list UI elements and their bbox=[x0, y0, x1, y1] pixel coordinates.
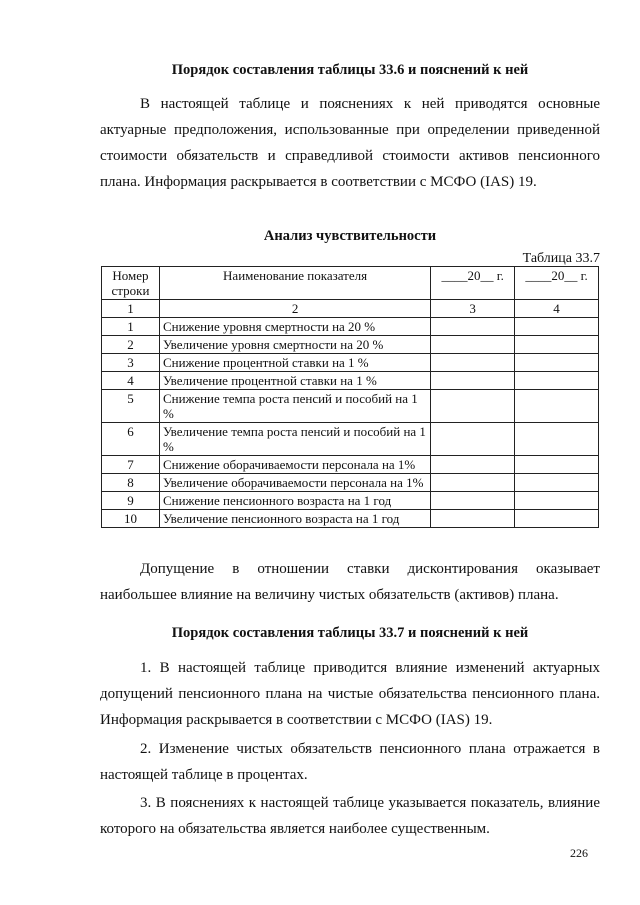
value-cell bbox=[515, 336, 599, 354]
sensitivity-analysis-title: Анализ чувствительности bbox=[263, 228, 437, 244]
paragraph-line: которого на обязательства является наиболее существенным. bbox=[100, 821, 490, 837]
value-cell bbox=[515, 423, 599, 456]
row-number: 8 bbox=[102, 474, 160, 492]
column-number: 3 bbox=[431, 300, 515, 318]
paragraph-line: актуарные предположения, использованные при определении приведенной bbox=[100, 122, 600, 138]
row-number: 9 bbox=[102, 492, 160, 510]
header-indicator-name: Наименование показателя bbox=[159, 267, 430, 300]
table-caption: Таблица 33.7 bbox=[522, 251, 600, 266]
value-cell bbox=[515, 456, 599, 474]
paragraph-line: 1. В настоящей таблице приводится влияние изменений актуарных bbox=[140, 660, 600, 676]
section-33-7-paragraph-1 bbox=[100, 655, 600, 733]
sensitivity-table bbox=[101, 266, 599, 528]
row-name: Снижение темпа роста пенсий и пособий на 1 % bbox=[159, 390, 430, 423]
value-cell bbox=[515, 354, 599, 372]
table-row bbox=[102, 456, 599, 474]
table-row bbox=[102, 510, 599, 528]
value-cell bbox=[431, 510, 515, 528]
paragraph-line: допущений пенсионного плана на чистые обязательства пенсионного плана. bbox=[100, 686, 600, 702]
table-row bbox=[102, 474, 599, 492]
section-33-7-paragraph-3 bbox=[100, 790, 600, 842]
table-row bbox=[102, 423, 599, 456]
row-number: 5 bbox=[102, 390, 160, 423]
value-cell bbox=[431, 423, 515, 456]
paragraph-line: 2. Изменение чистых обязательств пенсионного плана отражается в bbox=[140, 741, 600, 757]
row-name: Увеличение пенсионного возраста на 1 год bbox=[159, 510, 430, 528]
row-number: 1 bbox=[102, 318, 160, 336]
discount-rate-paragraph bbox=[100, 556, 600, 608]
table-row bbox=[102, 372, 599, 390]
section-33-6-title: Порядок составления таблицы 33.6 и пояснений к ней bbox=[171, 62, 529, 78]
paragraph-line: 3. В пояснениях к настоящей таблице указывается показатель, влияние bbox=[140, 795, 600, 811]
page-number: 226 bbox=[570, 846, 588, 860]
row-name: Снижение оборачиваемости персонала на 1% bbox=[159, 456, 430, 474]
row-number: 3 bbox=[102, 354, 160, 372]
table-header-row bbox=[102, 267, 599, 300]
paragraph-line: В настоящей таблице и пояснениях к ней приводятся основные bbox=[140, 96, 600, 112]
column-number: 1 bbox=[102, 300, 160, 318]
header-row-number: Номер строки bbox=[102, 267, 160, 300]
value-cell bbox=[431, 372, 515, 390]
value-cell bbox=[431, 318, 515, 336]
table-numbering-row bbox=[102, 300, 599, 318]
row-name: Увеличение процентной ставки на 1 % bbox=[159, 372, 430, 390]
value-cell bbox=[515, 372, 599, 390]
column-number: 4 bbox=[515, 300, 599, 318]
table-row bbox=[102, 336, 599, 354]
value-cell bbox=[515, 474, 599, 492]
value-cell bbox=[431, 336, 515, 354]
table-row bbox=[102, 318, 599, 336]
value-cell bbox=[431, 354, 515, 372]
paragraph-line: стоимости обязательств и справедливой стоимости активов пенсионного bbox=[100, 148, 600, 164]
row-name: Увеличение темпа роста пенсий и пособий на 1 % bbox=[159, 423, 430, 456]
paragraph-line: Информация раскрывается в соответствии с МСФО (IAS) 19. bbox=[100, 712, 493, 728]
row-name: Увеличение оборачиваемости персонала на 1% bbox=[159, 474, 430, 492]
header-year-current: ____20__ г. bbox=[431, 267, 515, 300]
column-number: 2 bbox=[159, 300, 430, 318]
paragraph-line: плана. Информация раскрывается в соответствии с МСФО (IAS) 19. bbox=[100, 174, 537, 190]
value-cell bbox=[431, 492, 515, 510]
value-cell bbox=[515, 510, 599, 528]
value-cell bbox=[515, 318, 599, 336]
row-name: Снижение уровня смертности на 20 % bbox=[159, 318, 430, 336]
table-row bbox=[102, 492, 599, 510]
table-row bbox=[102, 390, 599, 423]
paragraph-line: настоящей таблице в процентах. bbox=[100, 767, 308, 783]
value-cell bbox=[515, 390, 599, 423]
paragraph-line: Допущение в отношении ставки дисконтирования оказывает bbox=[140, 561, 600, 577]
row-name: Увеличение уровня смертности на 20 % bbox=[159, 336, 430, 354]
row-number: 7 bbox=[102, 456, 160, 474]
row-number: 10 bbox=[102, 510, 160, 528]
section-33-6-paragraph bbox=[100, 91, 600, 195]
row-name: Снижение процентной ставки на 1 % bbox=[159, 354, 430, 372]
header-year-previous: ____20__ г. bbox=[515, 267, 599, 300]
value-cell bbox=[515, 492, 599, 510]
value-cell bbox=[431, 474, 515, 492]
row-number: 6 bbox=[102, 423, 160, 456]
paragraph-line: наибольшее влияние на величину чистых обязательств (активов) плана. bbox=[100, 587, 559, 603]
value-cell bbox=[431, 390, 515, 423]
row-name: Снижение пенсионного возраста на 1 год bbox=[159, 492, 430, 510]
section-33-7-paragraph-2 bbox=[100, 736, 600, 788]
row-number: 4 bbox=[102, 372, 160, 390]
row-number: 2 bbox=[102, 336, 160, 354]
value-cell bbox=[431, 456, 515, 474]
section-33-7-title: Порядок составления таблицы 33.7 и пояснений к ней bbox=[171, 625, 529, 641]
table-row bbox=[102, 354, 599, 372]
